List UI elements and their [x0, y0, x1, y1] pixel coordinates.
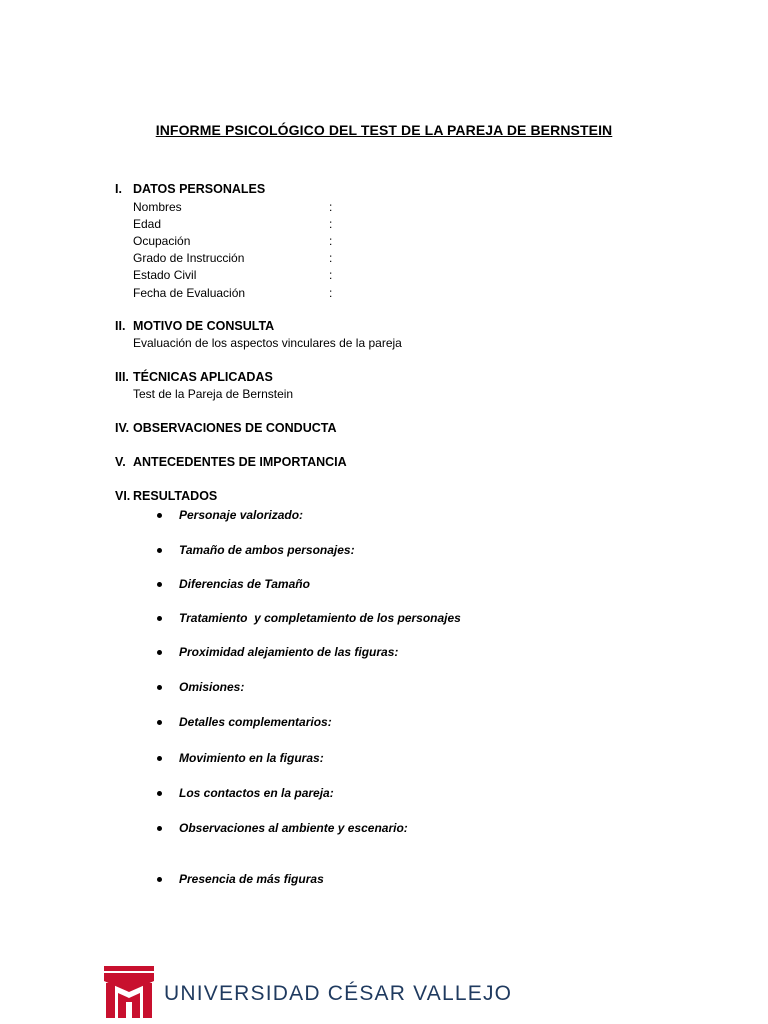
result-item: Tratamiento y completamiento de los personajes	[179, 611, 461, 625]
section-tecnicas-aplicadas	[115, 370, 273, 384]
section-motivo-consulta	[115, 319, 274, 333]
bullet-icon	[157, 548, 162, 553]
field-ocupacion: Ocupación	[133, 234, 191, 248]
bullet-icon	[157, 616, 162, 621]
section-number: IV.	[115, 421, 130, 435]
field-nombres: Nombres	[133, 200, 182, 214]
bullet-icon	[157, 685, 162, 690]
bullet-icon	[157, 650, 162, 655]
section-number: I.	[115, 182, 122, 196]
section-heading: ANTECEDENTES DE IMPORTANCIA	[133, 455, 347, 469]
bullet-icon	[157, 826, 162, 831]
bullet-icon	[157, 791, 162, 796]
field-colon: :	[329, 200, 333, 214]
bullet-icon	[157, 756, 162, 761]
section-observaciones-conducta	[115, 421, 337, 435]
field-colon: :	[329, 268, 333, 282]
motivo-text: Evaluación de los aspectos vinculares de la pareja	[133, 336, 402, 350]
university-logo-icon	[104, 966, 154, 1018]
section-number: II.	[115, 319, 126, 333]
university-name: UNIVERSIDAD CÉSAR VALLEJO	[164, 982, 513, 1005]
field-estado-civil: Estado Civil	[133, 268, 197, 282]
field-colon: :	[329, 217, 333, 231]
section-number: VI.	[115, 489, 131, 503]
result-item: Tamaño de ambos personajes:	[179, 543, 355, 557]
section-number: V.	[115, 455, 126, 469]
result-item: Personaje valorizado:	[179, 508, 304, 522]
section-heading: MOTIVO DE CONSULTA	[133, 319, 275, 333]
section-heading: TÉCNICAS APLICADAS	[133, 370, 273, 384]
result-item: Detalles complementarios:	[179, 715, 332, 729]
tecnicas-text: Test de la Pareja de Bernstein	[133, 387, 294, 401]
field-fecha-evaluacion: Fecha de Evaluación	[133, 286, 246, 300]
field-colon: :	[329, 251, 333, 265]
result-item: Movimiento en la figuras:	[179, 751, 324, 765]
section-datos-personales	[115, 182, 265, 196]
bullet-icon	[157, 877, 162, 882]
result-item: Los contactos en la pareja:	[179, 786, 334, 800]
section-number: III.	[115, 370, 129, 384]
result-item: Omisiones:	[179, 680, 245, 694]
result-item: Diferencias de Tamaño	[179, 577, 310, 591]
result-item: Presencia de más figuras	[179, 872, 324, 886]
section-resultados	[115, 489, 217, 503]
result-item: Observaciones al ambiente y escenario:	[179, 821, 408, 835]
page-title: INFORME PSICOLÓGICO DEL TEST DE LA PAREJA DE BERNSTEIN	[155, 122, 613, 138]
bullet-icon	[157, 720, 162, 725]
field-edad: Edad	[133, 217, 162, 231]
section-heading: OBSERVACIONES DE CONDUCTA	[133, 421, 337, 435]
field-colon: :	[329, 234, 333, 248]
bullet-icon	[157, 582, 162, 587]
section-antecedentes	[115, 455, 347, 469]
bullet-icon	[157, 513, 162, 518]
field-colon: :	[329, 286, 333, 300]
section-heading: DATOS PERSONALES	[133, 182, 266, 196]
result-item: Proximidad alejamiento de las figuras:	[179, 645, 399, 659]
field-grado-instruccion: Grado de Instrucción	[133, 251, 245, 265]
section-heading: RESULTADOS	[133, 489, 218, 503]
